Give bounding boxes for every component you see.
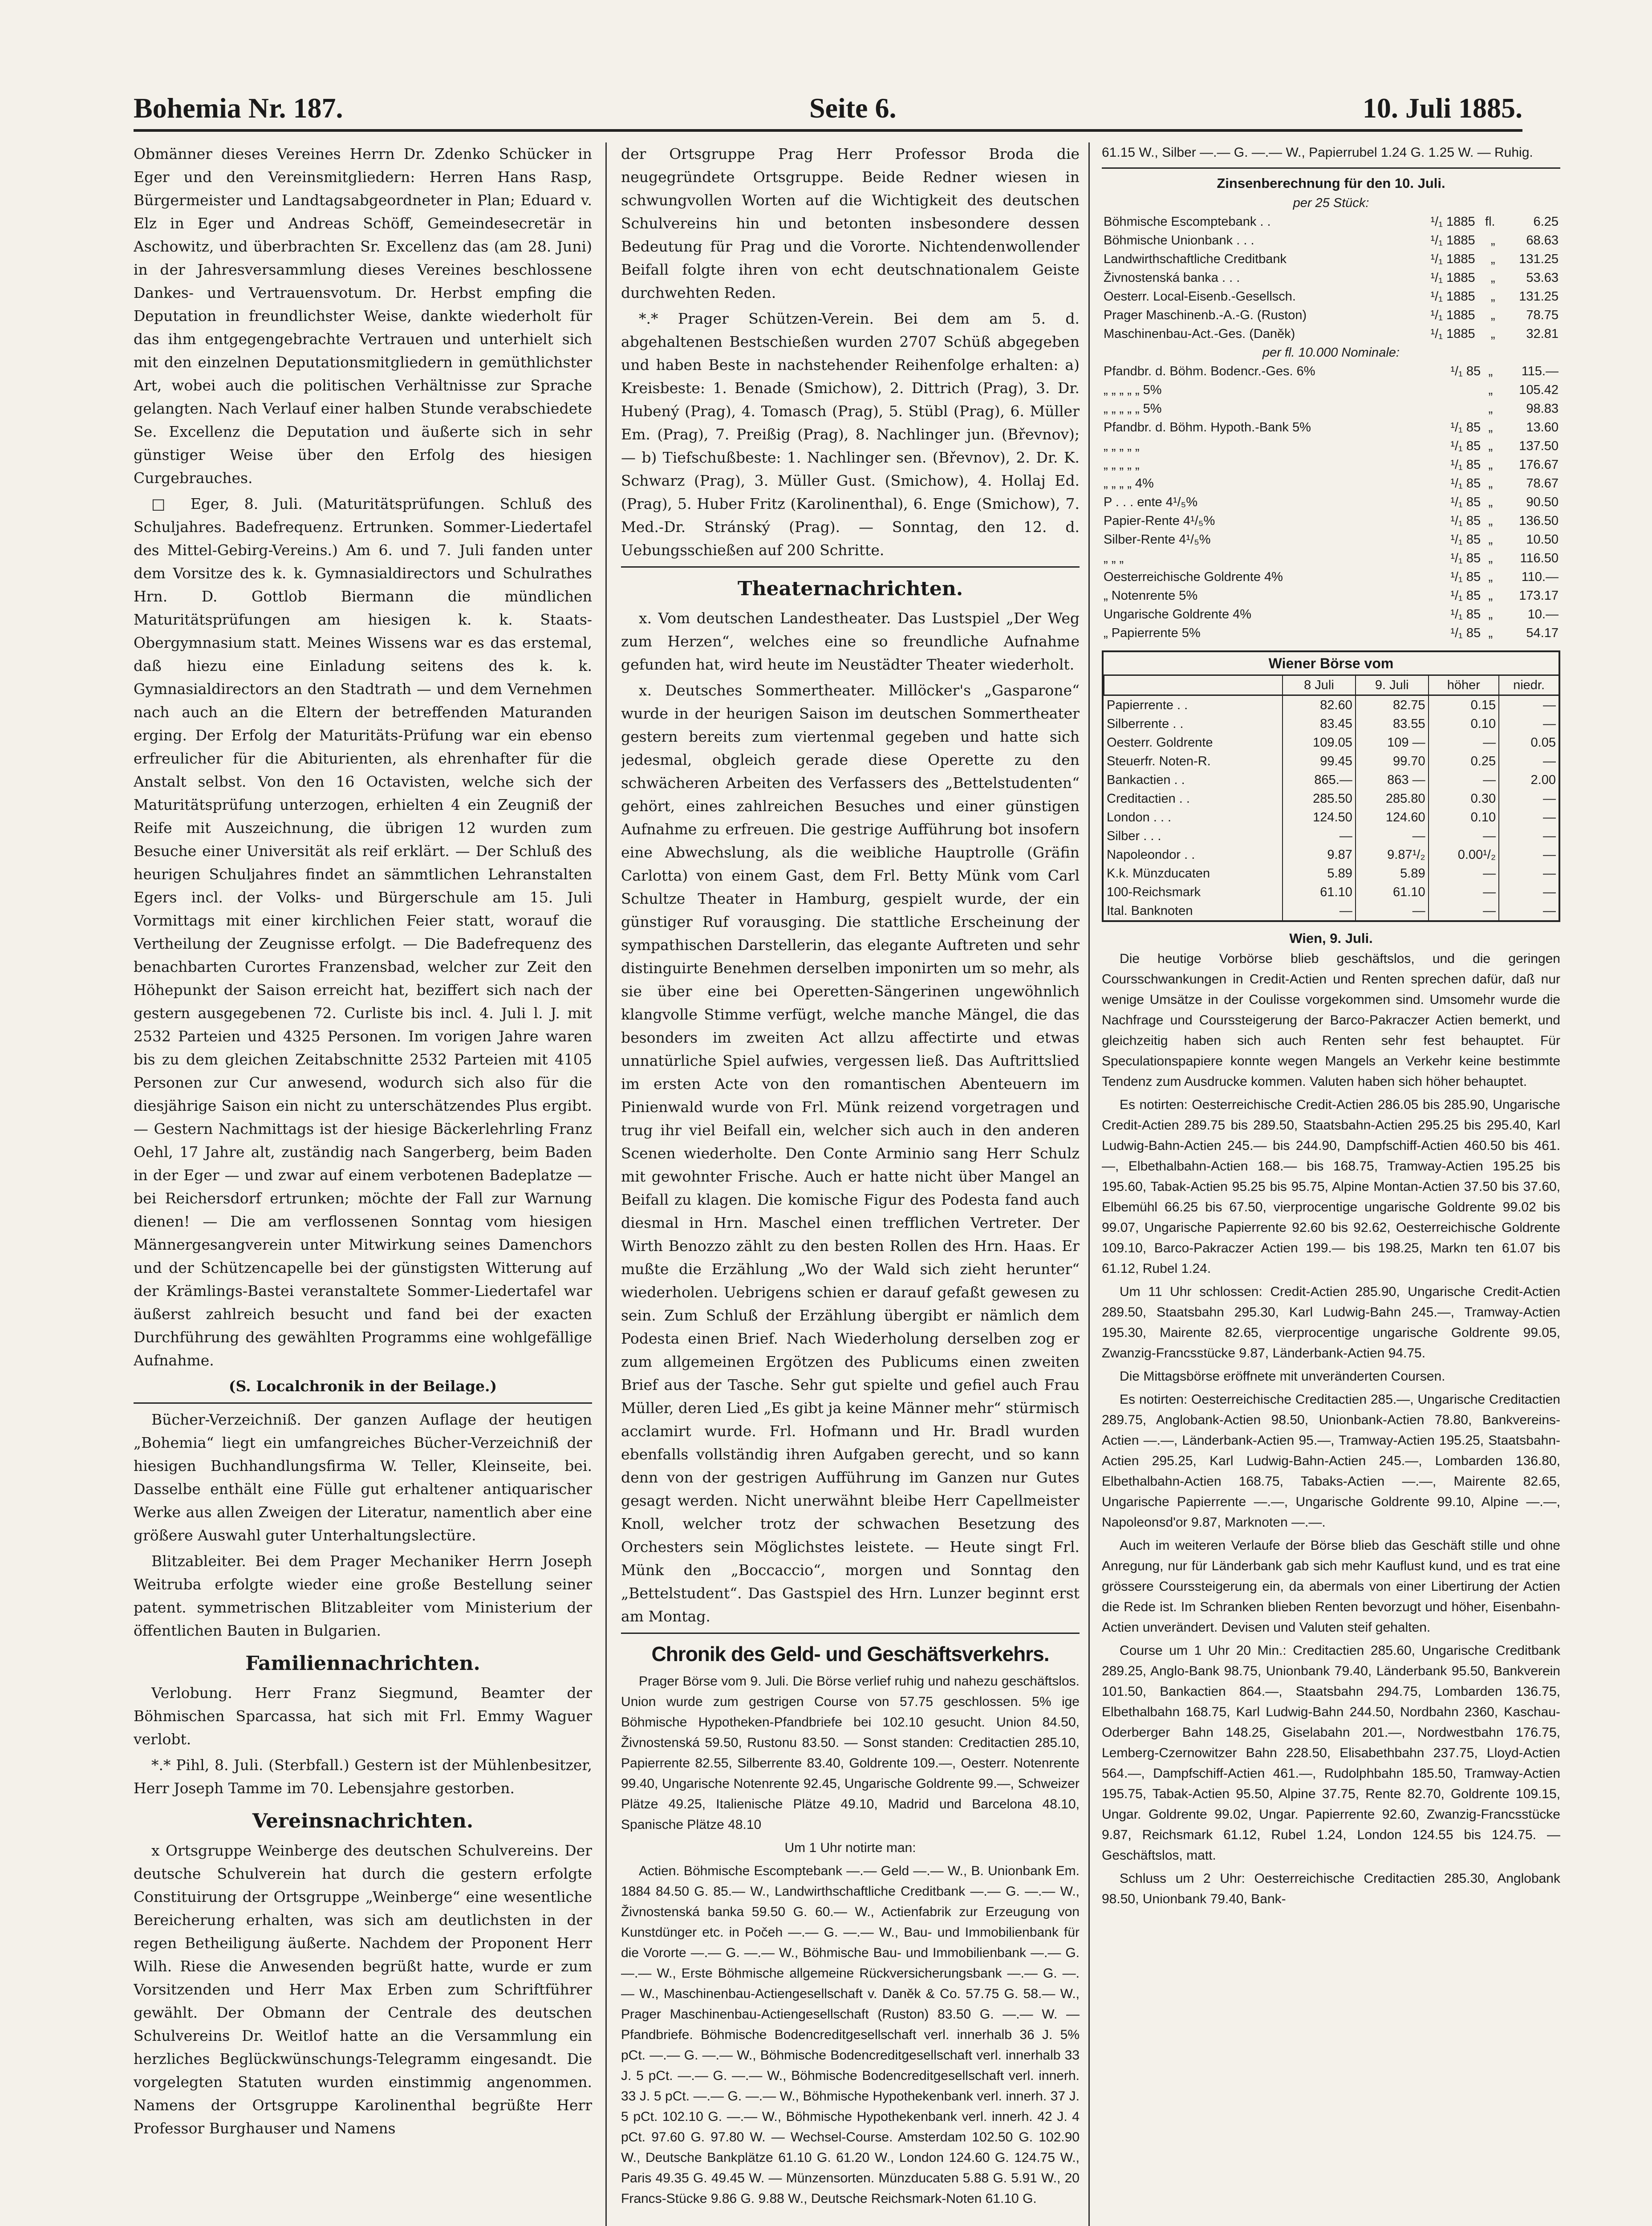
table-cell: „: [1488, 626, 1493, 640]
table-cell: 176.67: [1519, 458, 1559, 472]
table-cell: „: [1488, 607, 1493, 621]
table-cell: 105.42: [1519, 383, 1559, 397]
table-cell: „ „ „: [1104, 551, 1124, 565]
article-paragraph: Die heutige Vorbörse blieb geschäftslos, und die geringen Coursschwankungen in Credit-Actien und Renten sprechen dafür, daß nur wenige Umsätze in der Coulisse vorgekommen sind. Umsomehr wurde die Nachfrage und Courssteigerung der Barco-Pakraczer Actien bemerkt, und gleichzeitig haben sich auch Renten sehr fest behauptet. Für Speculationspapiere konnte wegen Mangels an Verkehr keine bestimmte Tendenz zum Ausdrucke kommen. Valuten haben sich höher behauptet.: [1102, 951, 1560, 1089]
table-header-cell: 9. Juli: [1356, 676, 1429, 695]
zinsen-row: [1102, 287, 1560, 306]
boerse-table: [1104, 676, 1559, 920]
article-paragraph: Auch im weiteren Verlaufe der Börse blieb das Geschäft stille und ohne Anregung, nur für Länderbank gab sich mehr Kauflust kund, und es trat eine grössere Courssteigerung ein, da abermals von einer Libertirung der Actien die Rede ist. Im Schranken blieben Renten bevorzugt und höher, Eisenbahn-Actien unverändert. Devisen und Valuten steif gehalten.: [1102, 1538, 1560, 1635]
table-cell: 131.25: [1519, 289, 1559, 304]
table-cell: 137.50: [1519, 439, 1559, 453]
table-cell: —: [1429, 864, 1499, 883]
nominale-row: [1102, 512, 1560, 530]
table-cell: ¹/₁ 85: [1450, 607, 1481, 621]
article-paragraph: Schluss um 2 Uhr: Oesterreichische Creditactien 285.30, Anglobank 98.50, Unionbank 79.40, Bank-: [1102, 1871, 1560, 1906]
table-cell: „ „ „ „ „ 5%: [1104, 383, 1162, 397]
article-paragraph: □ Eger, 8. Juli. (Maturitätsprüfungen. Schluß des Schuljahres. Badefrequenz. Ertrunken. Sommer-Liedertafel des Mittel-Gebirg-Vereins.) Am 6. und 7. Juli fanden unter dem Vorsitze des k. k. Gymnasialdirectors und Schulrathes Hrn. D. Gottlob Biermann die mündlichen Maturitätsprüfungen am hiesigen k. k. Staats-Obergymnasium statt. Meines Wissens war es das erstemal, daß hiezu eine Einladung seitens des k. k. Gymnasialdirectors an den Stadtrath — und dem Vernehmen nach auch an die Eltern der betreffenden Maturanden erging. Der Erfolg der Maturitäts-Prüfung war ein ebenso erfreulicher für die Abiturienten, als ehrenhafter für die Anstalt selbst. Von den 16 Octavisten, welche sich der Maturitätsprüfung unterzogen, erhielten 4 ein Zeugniß der Reife mit Auszeichnung, die übrigen 12 wurden zum Besuche einer Universität als reif erklärt. — Der Schluß des heurigen Schuljahres findet an sämmtlichen Lehranstalten Egers incl. der Volks- und Bürgerschule am 15. Juli Vormittags mit einer kirchlichen Feier statt, worauf die Vertheilung der Zeugnisse erfolgt. — Die Badefrequenz des benachbarten Curortes Franzensbad, welcher zur Zeit den Höhepunkt der Saison erreicht hat, beziffert sich nach der gestern ausgegebenen 72. Curliste bis incl. 4. Juli l. J. mit 2532 Parteien und 4325 Personen. Im vorigen Jahre waren bis zu dem gleichen Zeitabschnitte 2532 Parteien mit 4105 Personen zur Cur anwesend, wodurch sich also für die diesjährige Saison ein nicht zu unterschätzendes Plus ergibt. — Gestern Nachmittags ist der hiesige Bäckerlehrling Franz Oehl, 17 Jahre alt, zuständig nach Sangerberg, beim Baden in der Eger — und zwar auf einem verbotenen Badeplatze — bei Reichersdorf ertrunken; möchte der Fall zur Warnung dienen! — Die am verflossenen Sonntag vom hiesigen Männergesangverein unter Mitwirkung seines Damenchors und der Schützencapelle bei der günstigsten Witterung auf der Krämlings-Bastei veranstaltete Sommer-Liedertafel war äußerst zahlreich besucht und fand bei der exacten Durchführung des gewählten Programms eine wohlgefällige Aufnahme.: [134, 495, 592, 1369]
table-cell: —: [1499, 827, 1559, 845]
table-cell: 116.50: [1520, 551, 1559, 565]
table-cell: ¹/₁ 85: [1450, 439, 1481, 453]
table-cell: ¹/₁ 85: [1450, 570, 1481, 584]
table-cell: „: [1488, 589, 1493, 603]
article-paragraph: Es notirten: Oesterreichische Creditactien 285.—, Ungarische Creditactien 289.75, Anglobank-Actien 98.50, Unionbank-Actien 78.80, Bankvereins-Actien —.—, Länderbank-Actien 95.—, Tramway-Actien 195.25, Staatsbahn-Actien 295.25, Karl Ludwig-Bahn-Actien 245.—, Lombarden 136.80, Elbethalbahn-Actien 168.75, Tabaks-Actien —.—, Mairente 82.65, Ungarische Papierrente —.—, Ungarische Goldrente 99.10, Alpine —.—, Napoleonsd'or 9.87, Marknoten —.—.: [1102, 1392, 1560, 1530]
table-cell: 124.50: [1283, 808, 1356, 827]
nominale-row: [1102, 418, 1560, 437]
table-cell: —: [1499, 808, 1559, 827]
boerse-row: [1104, 771, 1559, 789]
zinsen-subtitle: per 25 Stück:: [1293, 196, 1369, 210]
nominale-row: [1102, 624, 1560, 642]
table-cell: 5.89: [1283, 864, 1356, 883]
column-1: [134, 142, 592, 2226]
table-cell: Silber . . .: [1107, 829, 1161, 843]
table-cell: 110.—: [1521, 570, 1559, 584]
table-cell: 285.50: [1283, 789, 1356, 808]
table-cell: Ital. Banknoten: [1107, 904, 1193, 918]
article-paragraph: Um 11 Uhr schlossen: Credit-Actien 285.90, Ungarische Credit-Actien 289.50, Staatsbahn 295.30, Karl Ludwig-Bahn 245.—, Tramway-Actien 195.30, Mairente 82.65, vierprocentige ungarische Goldrente 99.05, Zwanzig-Francsstücke 9.87, Länderbank-Actien 94.75.: [1102, 1284, 1560, 1361]
table-cell: Oesterr. Goldrente: [1107, 735, 1213, 750]
table-cell: „: [1488, 420, 1493, 435]
header-issue: Bohemia Nr. 187.: [134, 92, 343, 124]
table-cell: 0.25: [1429, 752, 1499, 771]
nominale-row: [1102, 362, 1560, 381]
table-cell: ¹/₁ 85: [1450, 626, 1481, 640]
table-cell: „: [1488, 402, 1493, 416]
boerse-row: [1104, 845, 1559, 864]
table-cell: 0.05: [1499, 733, 1559, 752]
table-cell: —: [1283, 902, 1356, 920]
table-cell: 78.67: [1526, 476, 1559, 491]
table-cell: Böhmische Escomptebank . .: [1104, 215, 1271, 229]
table-cell: 32.81: [1526, 327, 1559, 341]
nominale-table: [1102, 362, 1560, 642]
nominale-subtitle: per fl. 10.000 Nominale:: [1262, 345, 1400, 360]
localchronik-note: (S. Localchronik in der Beilage.): [228, 1377, 497, 1395]
column-divider: [1088, 142, 1090, 2226]
table-cell: Pfandbr. d. Böhm. Hypoth.-Bank 5%: [1104, 420, 1311, 435]
table-cell: 99.45: [1283, 752, 1356, 771]
article-paragraph: Prager Börse vom 9. Juli. Die Börse verlief ruhig und nahezu geschäftslos. Union wurde zum gestrigen Course von 57.75 geschlossen. 5% ige Böhmische Hypotheken-Pfandbriefe bei 102.10 gesucht. Union 84.50, Živnostenská 59.50, Rustonu 83.50. — Sonst standen: Creditactien 285.10, Papierrente 82.55, Silberrente 83.40, Goldrente 109.—, Oesterr. Notenrente 99.40, Ungarische Notenrente 92.45, Ungarische Goldrente 99.—, Schweizer Plätze 49.25, Italienische Plätze 49.10, Madrid und Barcelona 48.10, Spanische Plätze 48.10: [621, 1674, 1080, 1832]
table-cell: —: [1499, 864, 1559, 883]
section-rule: [621, 1633, 1080, 1634]
wien-title: Wien, 9. Juli.: [1289, 930, 1373, 946]
table-cell: —: [1429, 902, 1499, 920]
table-cell: Ungarische Goldrente 4%: [1104, 607, 1252, 621]
column-2: [621, 142, 1080, 2226]
table-cell: ¹/₁ 1885: [1430, 233, 1475, 248]
boerse-row: [1104, 827, 1559, 845]
table-cell: 90.50: [1526, 495, 1559, 509]
table-cell: 131.25: [1519, 252, 1559, 266]
boerse-row: [1104, 752, 1559, 771]
table-cell: Prager Maschinenb.-A.-G. (Ruston): [1104, 308, 1307, 322]
table-cell: —: [1499, 715, 1559, 733]
table-cell: ¹/₁ 1885: [1430, 252, 1475, 266]
table-cell: 10.—: [1527, 607, 1559, 621]
section-heading-chronik: Chronik des Geld- und Geschäftsverkehrs.: [651, 1642, 1049, 1665]
article-paragraph: Actien. Böhmische Escomptebank —.— Geld —.— W., B. Unionbank Em. 1884 84.50 G. 85.— W., Landwirthschaftliche Creditbank —.— G. —.— W., Živnostenská banka 59.50 G. 60.— W., Actienfabrik zur Erzeugung von Kunstdünger etc. in Počeh —.— G. —.— W., Bau- und Immobilienbank für die Vororte —.— G. —.— W., Böhmische Bau- und Immobilienbank —.— G. —.— W., Erste Böhmische allgemeine Rückversicherungsbank —.— G. —.— W., Maschinenbau-Actiengesellschaft v. Daněk & Co. 57.75 G. 58.— W., Prager Maschinenbau-Actiengesellschaft (Ruston) 83.50 G. —.— W. — Pfandbriefe. Böhmische Bodencreditgesellschaft verl. innerhalb 36 J. 5% pCt. —.— G. —.— W., Böhmische Bodencreditgesellschaft verl. innerhalb 33 J. 5 pCt. —.— G. —.— W., Böhmische Bodencreditgesellschaft verl. innerh. 33 J. 5 pCt. —.— G. —.— W., Böhmische Hypothekenbank verl. innerh. 37 J. 5 pCt. 102.10 G. —.— W., Böhmische Hypothekenbank verl. innerh. 42 J. 4 pCt. 97.60 G. 97.80 W. — Wechsel-Course. Amsterdam 102.50 G. 102.90 W., Deutsche Bankplätze 61.10 G. 61.20 W., London 124.60 G. 124.75 W., Paris 49.35 G. 49.45 W. — Münzensorten. Münzducaten 5.88 G. 5.91 W., 20 Francs-Stücke 9.86 G. 9.88 W., Deutsche Reichsmark-Noten 61.10 G.: [621, 1864, 1080, 2206]
table-cell: 54.17: [1526, 626, 1559, 640]
table-cell: ¹/₁ 85: [1450, 514, 1481, 528]
table-cell: ¹/₁ 1885: [1430, 289, 1475, 304]
table-cell: ¹/₁ 85: [1450, 551, 1481, 565]
article-paragraph: x. Deutsches Sommertheater. Millöcker's „Gasparone“ wurde in der heurigen Saison im deutschen Sommertheater gestern bereits zum viertenmal gegeben und hatte sich jedesmal, obgleich gerade diese Operette zu den schwächeren Arbeiten des Verfassers des „Bettelstudenten“ gehört, eines zahlreichen Besuches und einer günstigen Aufnahme zu erfreuen. Die gestrige Aufführung bot insofern eine Abwechslung, als die weibliche Hauptrolle (Gräfin Carlotta) von einem Gast, dem Frl. Betty Münk vom Carl Schultze Theater in Hamburg, gespielt wurde, der ein günstiger Ruf vorausging. Die stattliche Erscheinung der sympathischen Darstellerin, das elegante Auftreten und sehr distinguirte Benehmen derselben imponirten um so mehr, als sie über eine bei Operetten-Sängerinen ungewöhnlich klangvolle Stimme verfügt, welche manche Mängel, die das besonders im zweiten Act allzu affectirte und etwas unnatürliche Spiel aufwies, vergessen ließ. Das Auftrittslied im ersten Acte von den romantischen Abenteuern im Pinienwald wurde von Frl. Münk reizend vorgetragen und trug ihr viel Beifall ein, welcher sich auch in den anderen Scenen wiederholte. Den Conte Arminio sang Herr Schulz mit gewohnter Frische. Auch er hatte nicht über Mangel an Beifall zu klagen. Die komische Figur des Podesta fand auch diesmal in Hrn. Maschel einen trefflichen Vertreter. Der Wirth Benozzo zählt zu den besten Rollen des Hrn. Haas. Er mußte die Erzählung „Wo der Wald sich zieht herunter“ wiederholen. Uebrigens schien er darauf gefaßt gewesen zu sein. Zum Schluß der Erzählung übergibt er nämlich dem Podesta einen Brief. Nach Wiederholung derselben zog er zum allgemeinen Ergötzen des Publicums einen zweiten Brief aus der Tasche. Sehr gut spielte und gefiel auch Frau Müller, deren Lied „Es gibt ja keine Männer mehr“ stürmisch acclamirt wurde. Frl. Hofmann und Hr. Bradl wurden ebenfalls vollständig ihren Aufgaben gerecht, und so kann denn von der gestrigen Aufführung im Ganzen nur Gutes gesagt werden. Nicht unerwähnt bleibe Herr Capellmeister Knoll, welcher trotz der schwachen Besetzung des Orchesters sein Möglichstes leistete. — Heute singt Frl. Münk den „Boccaccio“, morgen und Sonntag den „Bettelstudent“. Das Gastspiel des Hrn. Lunzer beginnt erst am Montag.: [621, 682, 1080, 1625]
table-cell: P . . . ente 4¹/₅%: [1104, 495, 1198, 509]
table-cell: „: [1490, 271, 1495, 285]
table-cell: „: [1488, 364, 1493, 378]
table-cell: „: [1488, 458, 1493, 472]
table-header-cell: niedr.: [1499, 676, 1559, 695]
table-cell: —: [1499, 845, 1559, 864]
boerse-row: [1104, 695, 1559, 715]
table-cell: Landwirthschaftliche Creditbank: [1104, 252, 1287, 266]
boerse-row: [1104, 715, 1559, 733]
zinsen-row: [1102, 212, 1560, 231]
table-cell: 136.50: [1519, 514, 1559, 528]
zinsen-row: [1102, 268, 1560, 287]
table-cell: ¹/₁ 85: [1450, 420, 1481, 435]
table-cell: Živnostenská banka . . .: [1104, 271, 1240, 285]
table-cell: —: [1429, 883, 1499, 902]
table-cell: 863 —: [1356, 771, 1429, 789]
table-cell: Napoleondor . .: [1107, 848, 1195, 862]
table-cell: —: [1499, 883, 1559, 902]
table-cell: „: [1490, 327, 1495, 341]
nominale-row: [1102, 474, 1560, 493]
table-cell: ¹/₁ 1885: [1430, 271, 1475, 285]
table-cell: Creditactien . .: [1107, 792, 1190, 806]
table-cell: „ Papierrente 5%: [1104, 626, 1201, 640]
table-cell: Oesterr. Local-Eisenb.-Gesellsch.: [1104, 289, 1296, 304]
table-cell: K.k. Münzducaten: [1107, 866, 1210, 881]
table-cell: 0.30: [1429, 789, 1499, 808]
table-cell: fl.: [1485, 215, 1495, 229]
table-cell: „: [1488, 495, 1493, 509]
table-cell: „ „ „ „ „: [1104, 458, 1140, 472]
table-cell: ¹/₁ 85: [1450, 495, 1481, 509]
table-cell: „ „ „ „ „: [1104, 439, 1140, 453]
table-cell: 0.10: [1429, 808, 1499, 827]
header-rule: [134, 129, 1522, 132]
table-cell: —: [1499, 789, 1559, 808]
table-cell: [1431, 381, 1482, 399]
table-cell: „: [1490, 252, 1495, 266]
table-cell: „: [1490, 233, 1495, 248]
boerse-row: [1104, 883, 1559, 902]
table-cell: „ Notenrente 5%: [1104, 589, 1198, 603]
margin-annotation: [1567, 13, 1620, 93]
table-cell: „: [1488, 514, 1493, 528]
table-cell: —: [1356, 827, 1429, 845]
table-cell: 61.10: [1356, 883, 1429, 902]
article-paragraph: 61.15 W., Silber —.— G. —.— W., Papierrubel 1.24 G. 1.25 W. — Ruhig.: [1102, 145, 1533, 160]
column-divider: [605, 142, 607, 2226]
table-cell: „: [1488, 383, 1493, 397]
table-cell: —: [1499, 902, 1559, 920]
table-cell: 9.87¹/₂: [1356, 845, 1429, 864]
table-cell: 5.89: [1356, 864, 1429, 883]
table-cell: Böhmische Unionbank . . .: [1104, 233, 1254, 248]
zinsen-row: [1102, 325, 1560, 343]
table-cell: 100-Reichsmark: [1107, 885, 1201, 899]
table-cell: —: [1429, 733, 1499, 752]
table-cell: 0.15: [1429, 695, 1499, 715]
table-cell: 82.75: [1356, 695, 1429, 715]
table-cell: [1431, 399, 1482, 418]
article-paragraph: *.* Pihl, 8. Juli. (Sterbfall.) Gestern ist der Mühlenbesitzer, Herr Joseph Tamme im 70. Lebensjahre gestorben.: [134, 1756, 592, 1797]
table-cell: Steuerfr. Noten-R.: [1107, 754, 1211, 768]
table-cell: Maschinenbau-Act.-Ges. (Daněk): [1104, 327, 1295, 341]
table-cell: ¹/₁ 85: [1450, 476, 1481, 491]
table-cell: ¹/₁ 85: [1450, 589, 1481, 603]
table-header-cell: höher: [1429, 676, 1499, 695]
article-paragraph: Die Mittagsbörse eröffnete mit unveränderten Coursen.: [1120, 1369, 1445, 1384]
nominale-row: [1102, 437, 1560, 455]
article-paragraph: Course um 1 Uhr 20 Min.: Creditactien 285.60, Ungarische Creditbank 289.25, Anglo-Bank 98.75, Unionbank 79.40, Länderbank 95.50, Bankverein 101.50, Bankactien 864.—, Staatsbahn 294.75, Lombarden 136.75, Elbethalbahn 168.75, Karl Ludwig-Bahn 244.50, Nordbahn 2360, Kaschau-Oderberger Bahn 148.25, Giselabahn 201.—, Nordwestbahn 176.75, Lemberg-Czernowitzer Bahn 228.50, Elisabethbahn 237.75, Lloyd-Actien 564.—, Dampfschiff-Actien 461.—, Rudolphbahn 185.50, Tramway-Actien 195.75, Tabak-Actien 95.50, Alpine 37.75, Rente 82.70, Goldrente 109.15, Ungar. Goldrente 99.02, Ungar. Papierrente 92.60, Zwanzig-Francsstücke 9.87, Reichsmark 61.12, Rubel 1.24, London 124.55 bis 124.75. — Geschäftslos, matt.: [1102, 1643, 1560, 1863]
article-paragraph: *.* Prager Schützen-Verein. Bei dem am 5. d. abgehaltenen Bestschießen wurden 2707 Schüß abgegeben und haben Beste in nachstehender Reihenfolge erhalten: a) Kreisbeste: 1. Benade (Smichow), 2. Dittrich (Prag), 3. Dr. Hubený (Prag), 4. Tomasch (Prag), 5. Stübl (Prag), 6. Müller Em. (Prag), 7. Preißig (Prag), 8. Nachlinger jun. (Břevnov); — b) Tiefschußbeste: 1. Nachlinger sen. (Břevnov), 2. Dr. K. Schwarz (Prag), 3. Müller Gust. (Smichow), 4. Hollaj Ed. (Prag), 5. Huber Fritz (Karolinenthal), 6. Enge (Smichow), 7. Med.-Dr. Stránský (Prag). — Sonntag, den 12. d. Uebungsschießen auf 200 Schritte.: [621, 310, 1080, 559]
header-date: 10. Juli 1885.: [1362, 92, 1522, 124]
table-cell: Silberrente . .: [1107, 717, 1184, 731]
table-cell: „ „ „ „ „ 5%: [1104, 402, 1162, 416]
table-cell: „: [1490, 308, 1495, 322]
page-header: [134, 85, 1522, 125]
table-cell: „ „ „ „ 4%: [1104, 476, 1154, 491]
article-paragraph: Um 1 Uhr notirte man:: [784, 1840, 916, 1855]
table-cell: Silber-Rente 4¹/₅%: [1104, 532, 1211, 547]
table-cell: 2.00: [1499, 771, 1559, 789]
table-cell: ¹/₁ 85: [1450, 364, 1481, 378]
article-paragraph: Es notirten: Oesterreichische Credit-Actien 286.05 bis 285.90, Ungarische Credit-Actien 289.75 bis 289.50, Staatsbahn-Actien 295.25 bis 295.40, Karl Ludwig-Bahn-Actien 245.— bis 244.90, Dampfschiff-Actien 460.50 bis 461.—, Elbethalbahn-Actien 168.— bis 168.75, Tramway-Actien 195.25 bis 195.60, Tabak-Actien 95.25 bis 95.75, Alpine Montan-Actien 37.50 bis 37.60, Elbemühl 66.25 bis 67.50, vierprocentige ungarische Goldrente 99.02 bis 99.07, Ungarische Papierrente 92.60 bis 92.62, Oesterreichische Goldrente 109.10, Barco-Pakraczer Actien 199.— bis 198.25, Markn ten 61.07 bis 61.12, Rubel 1.24.: [1102, 1097, 1560, 1276]
zinsen-title: Zinsenberechnung für den 10. Juli.: [1217, 175, 1445, 191]
nominale-row: [1102, 381, 1560, 399]
table-cell: Pfandbr. d. Böhm. Bodencr.-Ges. 6%: [1104, 364, 1315, 378]
zinsen-row: [1102, 231, 1560, 250]
table-cell: 0.00¹/₂: [1429, 845, 1499, 864]
table-cell: „: [1488, 570, 1493, 584]
table-cell: 10.50: [1526, 532, 1559, 547]
header-page-number: Seite 6.: [809, 92, 897, 124]
boerse-box: [1102, 650, 1560, 922]
table-cell: ¹/₁ 1885: [1430, 215, 1475, 229]
table-cell: 82.60: [1283, 695, 1356, 715]
table-cell: 109 —: [1356, 733, 1429, 752]
zinsen-row: [1102, 306, 1560, 325]
table-cell: 285.80: [1356, 789, 1429, 808]
nominale-row: [1102, 549, 1560, 568]
table-cell: „: [1488, 551, 1493, 565]
boerse-title: Wiener Börse vom: [1104, 652, 1559, 676]
boerse-row: [1104, 733, 1559, 752]
nominale-row: [1102, 530, 1560, 549]
section-rule: [1102, 167, 1560, 169]
section-heading-family: Familiennachrichten.: [245, 1652, 480, 1675]
zinsen-row: [1102, 250, 1560, 268]
article-paragraph: der Ortsgruppe Prag Herr Professor Broda die neugegründete Ortsgruppe. Beide Redner wiesen in schwungvollen Worten auf die Wichtigkeit des deutschen Schulvereins hin und betonten insbesondere dessen Bedeutung für Prag und die Vororte. Nichtendenwollender Beifall folgte ihren von echt deutschnationalem Geiste durchwehten Reden.: [621, 145, 1080, 301]
table-cell: „: [1490, 289, 1495, 304]
table-cell: 13.60: [1526, 420, 1559, 435]
table-cell: „: [1488, 439, 1493, 453]
table-cell: ¹/₁ 85: [1450, 532, 1481, 547]
table-cell: 173.17: [1519, 589, 1559, 603]
table-cell: —: [1499, 752, 1559, 771]
nominale-row: [1102, 586, 1560, 605]
boerse-row: [1104, 902, 1559, 920]
nominale-row: [1102, 568, 1560, 586]
nominale-row: [1102, 605, 1560, 624]
table-cell: Bankactien . .: [1107, 773, 1185, 787]
boerse-row: [1104, 864, 1559, 883]
table-cell: 78.75: [1526, 308, 1559, 322]
table-cell: 98.83: [1526, 402, 1559, 416]
table-cell: 109.05: [1283, 733, 1356, 752]
table-cell: 68.63: [1526, 233, 1559, 248]
article-paragraph: x Ortsgruppe Weinberge des deutschen Schulvereins. Der deutsche Schulverein hat durch die gestern erfolgte Constituirung der Ortsgruppe „Weinberge“ eine wesentliche Bereicherung erhalten, was sich am deutlichsten in der regen Betheiligung äußerte. Nachdem der Proponent Herr Wilh. Riese die Anwesenden begrüßt hatte, wurde er zum Vorsitzenden und Herr Max Erben zum Schriftführer gewählt. Der Obmann der Centrale des deutschen Schulvereins Dr. Weitlof hatte an die Versammlung ein herzliches Beglückwünschungs-Telegramm eingesandt. Die vorgelegten Statuten wurden einstimmig angenommen. Namens der Ortsgruppe Karolinenthal begrüßte Herr Professor Burghauser und Namens: [134, 1842, 592, 2137]
table-cell: Oesterreichische Goldrente 4%: [1104, 570, 1283, 584]
table-cell: 0.10: [1429, 715, 1499, 733]
table-cell: 83.45: [1283, 715, 1356, 733]
table-cell: ¹/₁ 1885: [1430, 327, 1475, 341]
section-rule: [621, 566, 1080, 568]
nominale-row: [1102, 493, 1560, 512]
nominale-row: [1102, 399, 1560, 418]
table-cell: London . . .: [1107, 810, 1172, 825]
table-cell: —: [1429, 771, 1499, 789]
table-cell: 9.87: [1283, 845, 1356, 864]
nominale-row: [1102, 455, 1560, 474]
table-cell: „: [1488, 532, 1493, 547]
table-cell: Papierrente . .: [1107, 698, 1188, 712]
zinsen-table: [1102, 212, 1560, 343]
table-cell: 115.—: [1521, 364, 1559, 378]
column-3: [1102, 142, 1560, 2226]
table-header-cell: 8 Juli: [1283, 676, 1356, 695]
article-paragraph: x. Vom deutschen Landestheater. Das Lustspiel „Der Weg zum Herzen“, welches eine so freundliche Aufnahme gefunden hat, wird heute im Neustädter Theater wiederholt.: [621, 609, 1080, 673]
table-header-cell: [1104, 676, 1283, 695]
table-cell: —: [1499, 695, 1559, 715]
section-rule: [134, 1402, 592, 1404]
table-cell: —: [1283, 827, 1356, 845]
table-cell: ¹/₁ 85: [1450, 458, 1481, 472]
table-cell: 124.60: [1356, 808, 1429, 827]
article-paragraph: Obmänner dieses Vereines Herrn Dr. Zdenko Schücker in Eger und den Vereinsmitgliedern: Herren Hans Rasp, Bürgermeister und Landtagsabgeordneter in Plan; Eduard v. Elz in Eger und Andreas Schöff, Gemeindesecretär in Aschowitz, und überbrachten Sr. Excellenz das (am 28. Juni) in der Jahresversammlung dieses Vereines beschlossene Dankes- und Vertrauensvotum. Dr. Herbst empfing die Deputation in freundlichster Weise, dankte wiederholt für das ihm entgegengebrachte Vertrauen und unterhielt sich mit den einzelnen Deputationsmitgliedern in gemüthlichster Art, wobei auch die politischen Verhältnisse zur Sprache gelangten. Nach Verlauf einer halben Stunde verabschiedete Se. Excellenz die Deputation und äußerte sich in sehr günstiger Weise über den Erfolg des hiesigen Curgebrauches.: [134, 145, 592, 487]
boerse-row: [1104, 789, 1559, 808]
article-paragraph: Blitzableiter. Bei dem Prager Mechaniker Herrn Joseph Weitruba erfolgte wieder eine große Bestellung seiner patent. symmetrischen Blitzableiter vom Ministerium der öffentlichen Bauten in Bulgarien.: [134, 1552, 592, 1639]
table-cell: 53.63: [1526, 271, 1559, 285]
article-paragraph: Bücher-Verzeichniß. Der ganzen Auflage der heutigen „Bohemia“ liegt ein umfangreiches Bücher-Verzeichniß der hiesigen Buchhandlungsfirma W. Teller, Kleinseite, bei. Dasselbe enthält eine Fülle gut erhaltener antiquarischer Werke aus allen Zweigen der Literatur, namentlich aber eine größere Auswahl guter Unterhaltungslectüre.: [134, 1411, 592, 1544]
section-heading-theater: Theaternachrichten.: [737, 577, 963, 600]
table-cell: ¹/₁ 1885: [1430, 308, 1475, 322]
table-cell: „: [1488, 476, 1493, 491]
table-cell: 99.70: [1356, 752, 1429, 771]
table-cell: 6.25: [1533, 215, 1559, 229]
article-paragraph: Verlobung. Herr Franz Siegmund, Beamter der Böhmischen Sparcassa, hat sich mit Frl. Emmy Waguer verlobt.: [134, 1684, 592, 1748]
table-cell: 865.—: [1283, 771, 1356, 789]
table-cell: 83.55: [1356, 715, 1429, 733]
table-cell: —: [1429, 827, 1499, 845]
boerse-row: [1104, 808, 1559, 827]
table-cell: Papier-Rente 4¹/₅%: [1104, 514, 1215, 528]
table-cell: 61.10: [1283, 883, 1356, 902]
table-cell: —: [1356, 902, 1429, 920]
section-heading-verein: Vereinsnachrichten.: [252, 1810, 474, 1832]
